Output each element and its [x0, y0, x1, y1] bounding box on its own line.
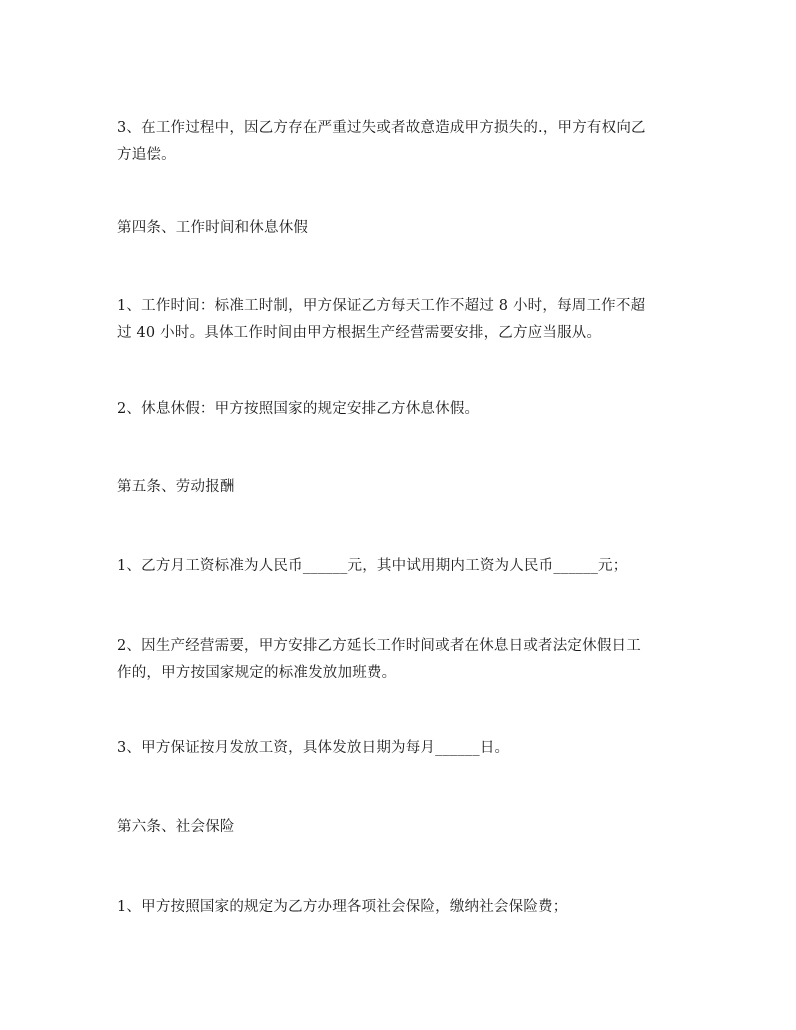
heading-text: 第四条、工作时间和休息休假 [117, 220, 309, 236]
text-line: 作的，甲方按国家规定的标准发放加班费。 [117, 665, 397, 681]
text-line: 1、甲方按照国家的规定为乙方办理各项社会保险，缴纳社会保险费； [117, 899, 568, 915]
clause-3-compensation [117, 115, 687, 169]
clause-3-payday [117, 735, 687, 762]
text-line: 3、甲方保证按月发放工资，具体发放日期为每月______日。 [117, 740, 510, 756]
text-line: 方追偿。 [117, 147, 176, 163]
text-line: 1、乙方月工资标准为人民币______元，其中试用期内工资为人民币______元； [117, 558, 628, 574]
clause-1-working-hours [117, 293, 687, 347]
clause-1-salary [117, 553, 687, 580]
text-line: 过 40 小时。具体工作时间由甲方根据生产经营需要安排，乙方应当服从。 [117, 325, 602, 341]
clause-2-overtime [117, 633, 687, 687]
heading-text: 第六条、社会保险 [117, 819, 235, 835]
section-heading-4 [117, 215, 687, 242]
clause-1-social-insurance [117, 894, 687, 921]
section-heading-5 [117, 474, 687, 501]
heading-text: 第五条、劳动报酬 [117, 479, 235, 495]
text-line: 2、因生产经营需要，甲方安排乙方延长工作时间或者在休息日或者法定休假日工 [117, 638, 641, 654]
clause-2-rest-leave [117, 396, 687, 423]
section-heading-6 [117, 814, 687, 841]
text-line: 2、休息休假：甲方按照国家的规定安排乙方休息休假。 [117, 401, 480, 417]
text-line: 1、工作时间：标准工时制，甲方保证乙方每天工作不超过 8 小时，每周工作不超 [117, 298, 646, 314]
text-line: 3、在工作过程中，因乙方存在严重过失或者故意造成甲方损失的.，甲方有权向乙 [117, 120, 646, 136]
